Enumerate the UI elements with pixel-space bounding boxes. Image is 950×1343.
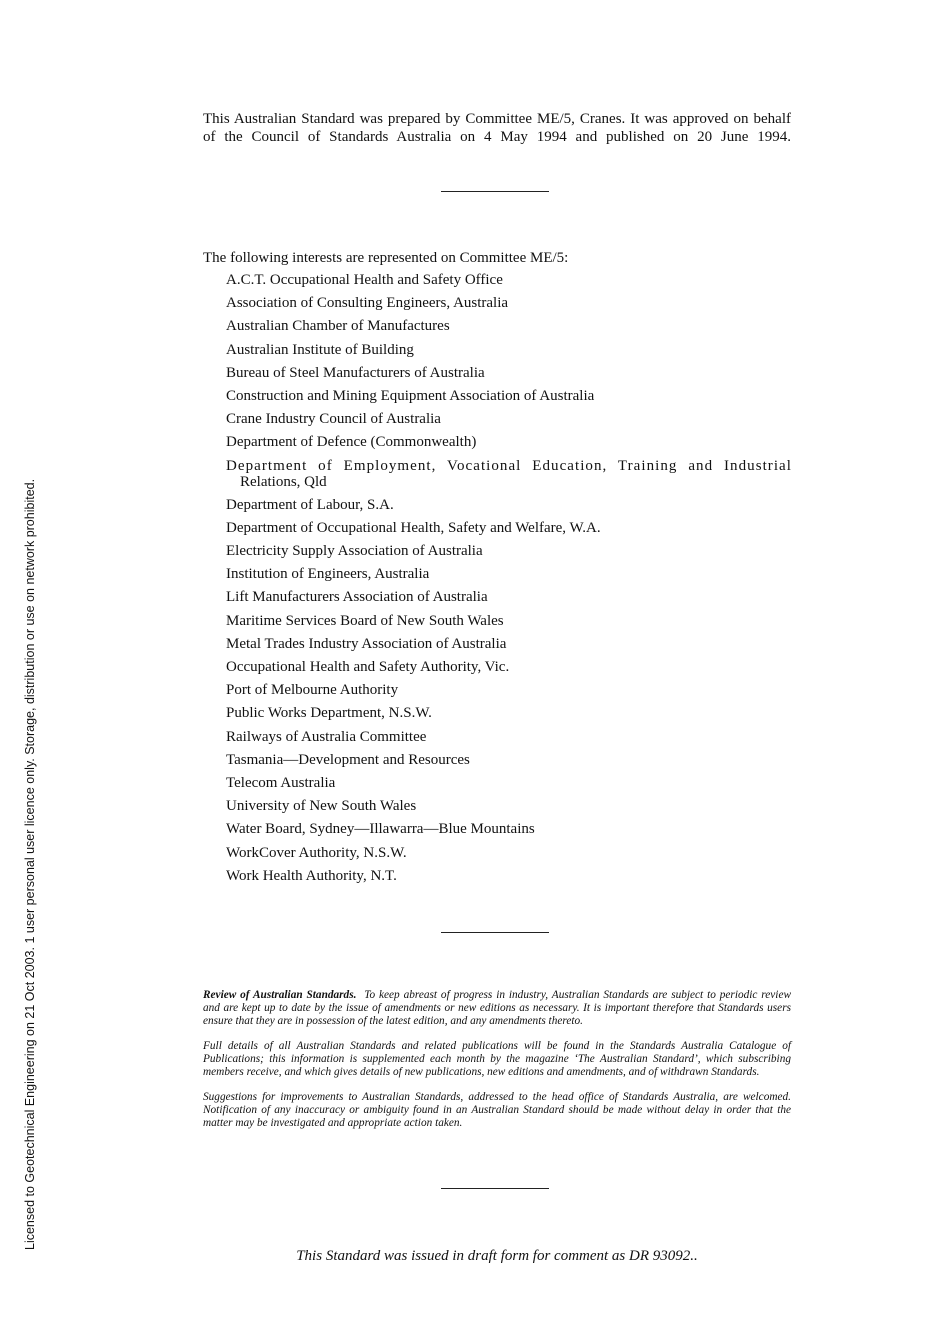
suggestions-note: Suggestions for improvements to Australian Standards, addressed to the head office of Standards Australia, are welcomed. Notification of any inaccuracy or ambiguity found in an Australian Standard should be made without delay in order that the matter may be investigated and appropriate action taken. <box>203 1090 791 1129</box>
list-item: Telecom Australia <box>226 774 336 791</box>
list-item: Metal Trades Industry Association of Australia <box>226 635 507 652</box>
list-item: A.C.T. Occupational Health and Safety Office <box>226 272 503 288</box>
list-item: Association of Consulting Engineers, Australia <box>226 295 509 312</box>
draft-note: This Standard was issued in draft form for comment as DR 93092.. <box>296 1248 698 1264</box>
list-item: Electricity Supply Association of Australia <box>226 543 483 560</box>
list-item: Water Board, Sydney—Illawarra—Blue Mountains <box>226 821 535 838</box>
committee-member-list <box>226 272 792 891</box>
divider-rule <box>441 191 549 192</box>
list-item-line-2: Relations, Qld <box>240 473 327 490</box>
committee-heading: The following interests are represented on Committee ME/5: <box>203 250 569 266</box>
list-item: Department of Labour, S.A. <box>226 496 394 513</box>
list-item: Department of Occupational Health, Safety and Welfare, W.A. <box>226 519 601 536</box>
review-note <box>203 989 791 1027</box>
list-item: Work Health Authority, N.T. <box>226 867 397 884</box>
list-item: Australian Chamber of Manufactures <box>226 318 450 335</box>
list-item: Institution of Engineers, Australia <box>226 566 430 583</box>
list-item-line-1: Department of Employment, Vocational Education, Training and Industrial <box>226 457 792 474</box>
list-item: Australian Institute of Building <box>226 341 414 358</box>
list-item: WorkCover Authority, N.S.W. <box>226 844 407 861</box>
approval-statement: This Australian Standard was prepared by Committee ME/5, Cranes. It was approved on behalf of the Council of Standards Australia on 4 May 1994 and published on 20 June 1994. <box>203 111 791 145</box>
review-note-text: To keep abreast of progress in industry, Australian Standards are subject to periodic review and are kept up to date by the issue of amendments or new editions as necessary. It is important therefore that Standards users ensure that they are in possession of the latest edition, and any amendments thereto. <box>203 989 791 1027</box>
list-item: Lift Manufacturers Association of Australia <box>226 589 488 606</box>
list-item: Railways of Australia Committee <box>226 728 427 745</box>
divider-rule <box>441 932 549 933</box>
divider-rule <box>441 1188 549 1189</box>
standards-notes <box>203 989 791 1142</box>
list-item: Port of Melbourne Authority <box>226 682 399 699</box>
list-item: University of New South Wales <box>226 798 417 815</box>
list-item: Bureau of Steel Manufacturers of Australia <box>226 364 485 381</box>
list-item: Construction and Mining Equipment Association of Australia <box>226 387 595 404</box>
review-note-title: Review of Australian Standards. <box>203 989 357 1001</box>
list-item: Tasmania—Development and Resources <box>226 751 470 768</box>
list-item: Maritime Services Board of New South Wales <box>226 612 504 629</box>
list-item: Crane Industry Council of Australia <box>226 411 441 428</box>
list-item: Department of Defence (Commonwealth) <box>226 434 477 451</box>
licence-notice: Licensed to Geotechnical Engineering on 21 Oct 2003. 1 user personal user licence only. Storage, distribution or use on network prohibited. <box>23 478 37 1250</box>
list-item: Public Works Department, N.S.W. <box>226 705 432 722</box>
list-item <box>226 458 792 490</box>
list-item: Occupational Health and Safety Authority, Vic. <box>226 659 510 675</box>
catalogue-note: Full details of all Australian Standards and related publications will be found in the Standards Australia Catalogue of Publications; this information is supplemented each month by the magazine ‘The Australian Standard’, which subscribing members receive, and which gives details of new publications, new editions and amendments, and of withdrawn Standards. <box>203 1039 791 1078</box>
